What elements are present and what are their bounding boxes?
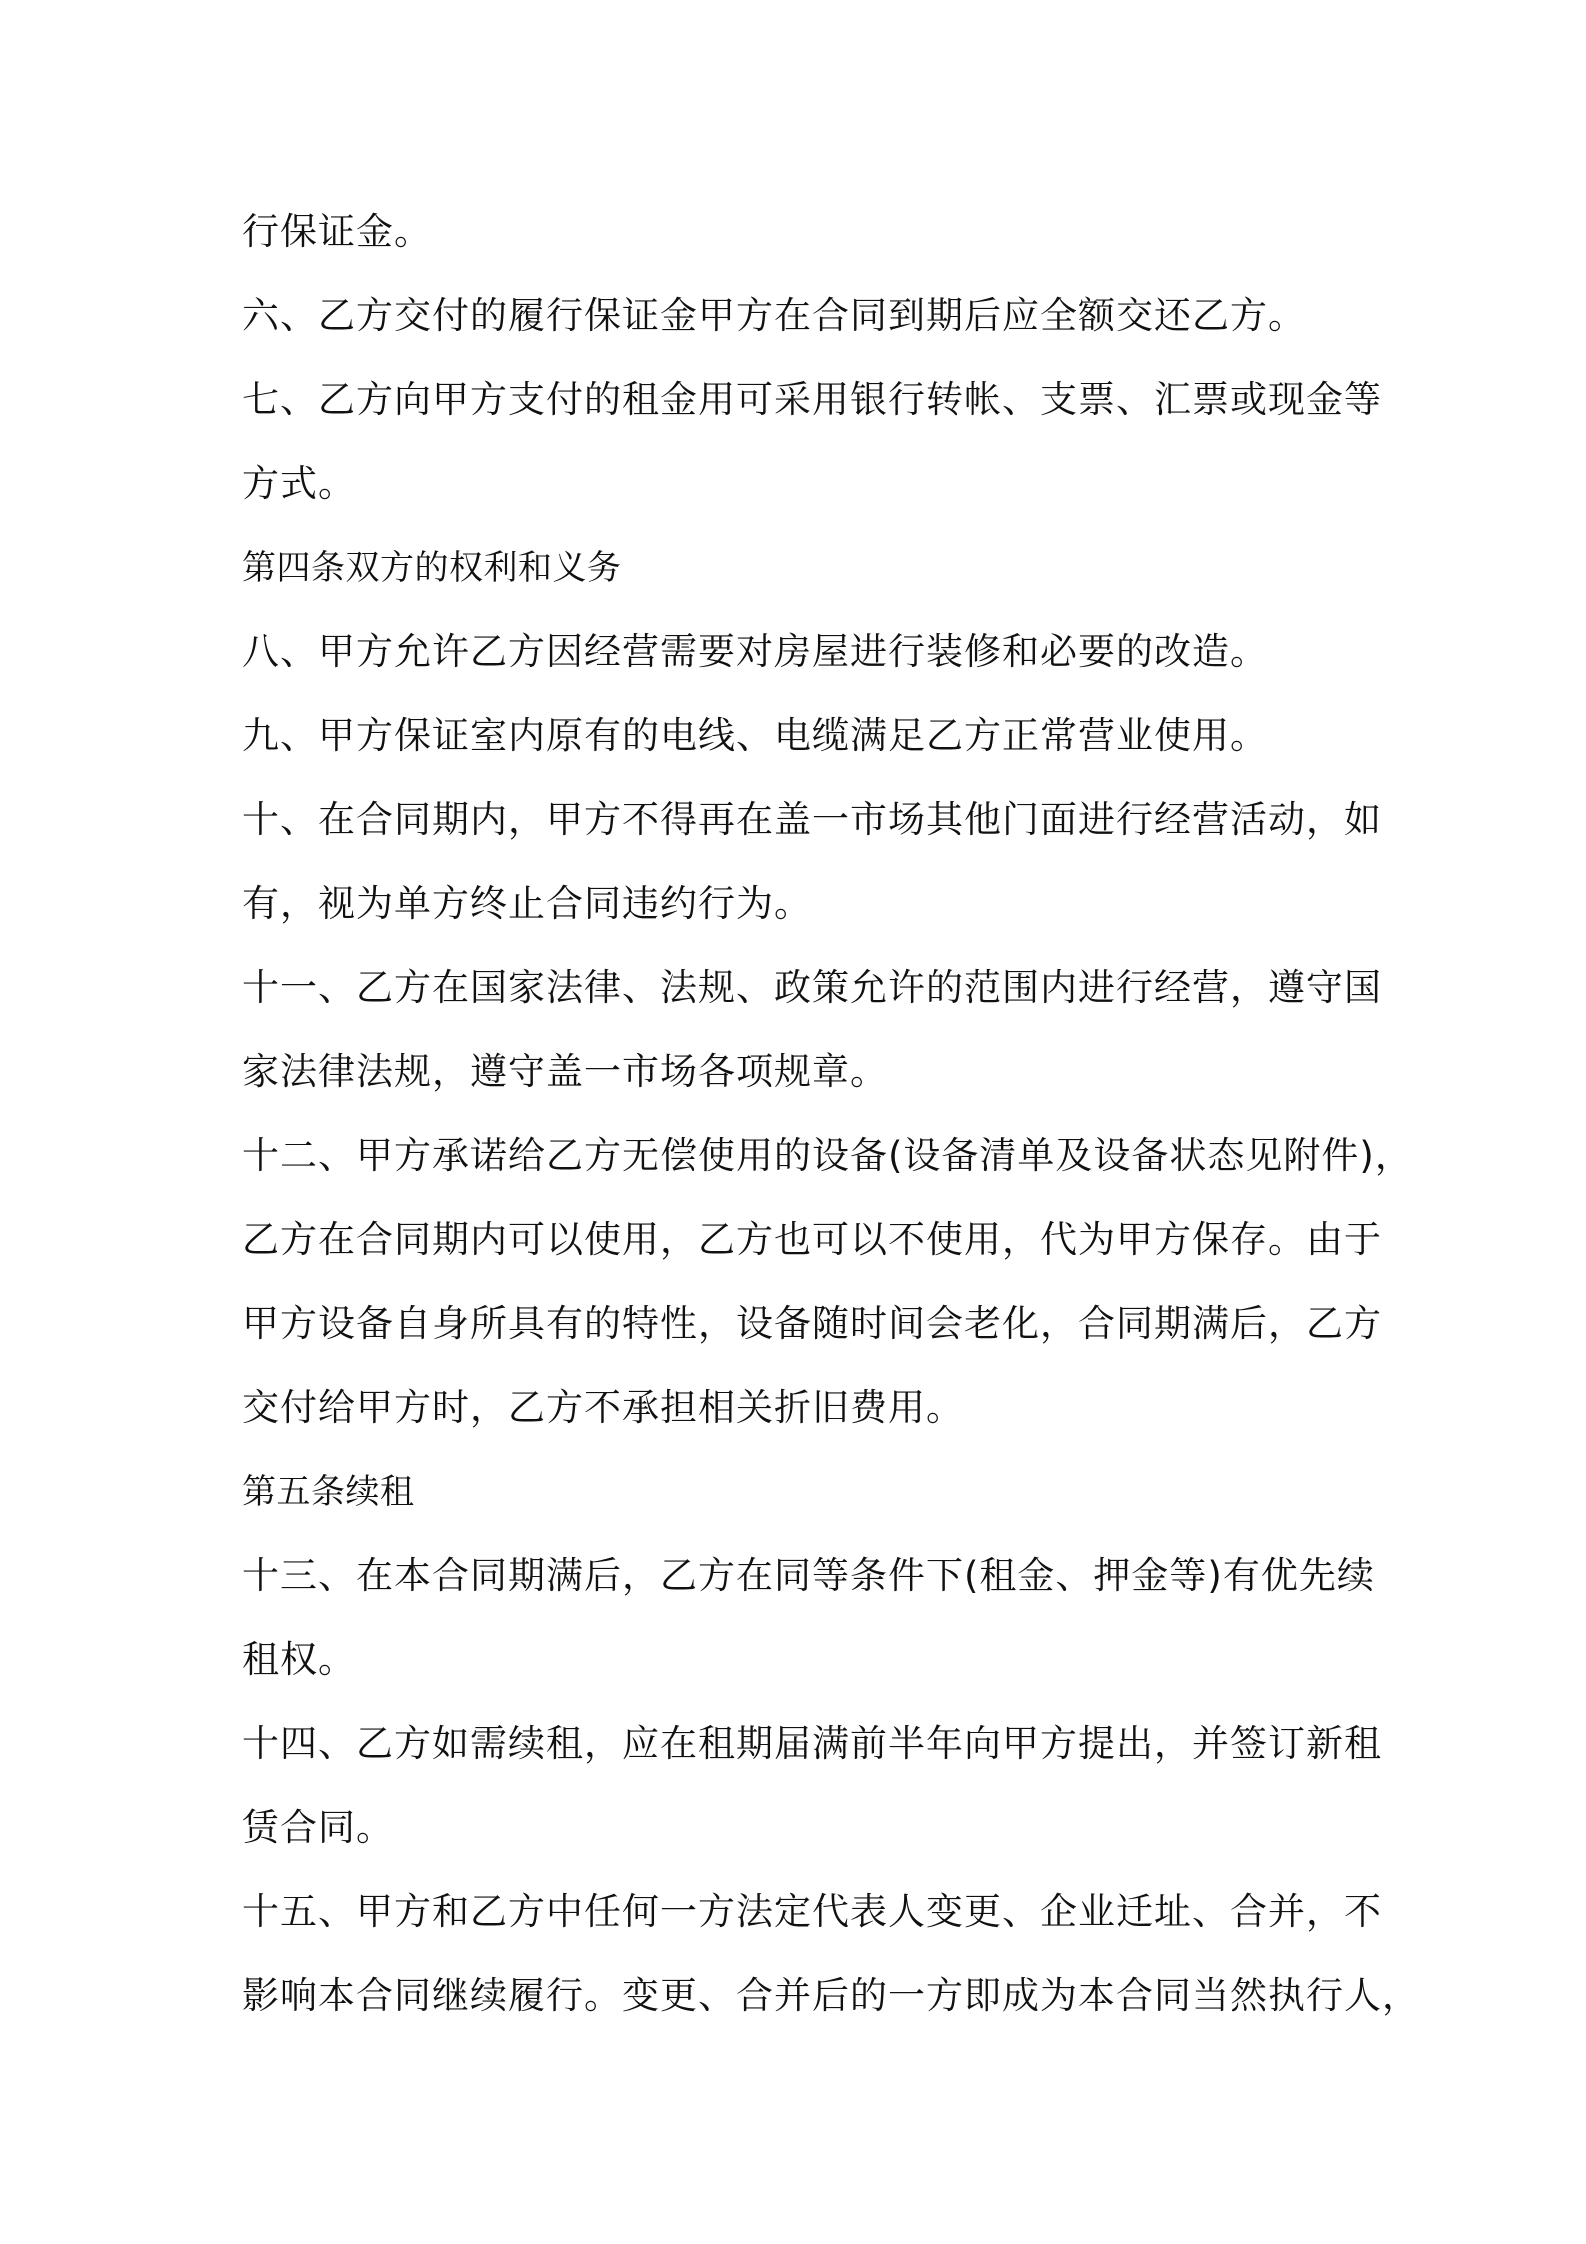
clause-11-continuation: 家法律法规，遵守盖一市场各项规章。 bbox=[242, 1050, 888, 1093]
text-line: 行保证金。 bbox=[242, 210, 432, 253]
clause-12-continuation: 乙方在合同期内可以使用，乙方也可以不使用，代为甲方保存。由于 bbox=[242, 1218, 1382, 1261]
clause-14-continuation: 赁合同。 bbox=[242, 1806, 394, 1849]
clause-15-line: 十五、甲方和乙方中任何一方法定代表人变更、企业迁址、合并，不 bbox=[242, 1890, 1382, 1933]
clause-12-line: 十二、甲方承诺给乙方无偿使用的设备(设备清单及设备状态见附件)， bbox=[242, 1134, 1413, 1177]
clause-12-continuation: 甲方设备自身所具有的特性，设备随时间会老化，合同期满后，乙方 bbox=[242, 1302, 1382, 1345]
clause-14-line: 十四、乙方如需续租，应在租期届满前半年向甲方提出，并签订新租 bbox=[242, 1722, 1382, 1765]
clause-12-continuation: 交付给甲方时，乙方不承担相关折旧费用。 bbox=[242, 1386, 964, 1429]
clause-13-line: 十三、在本合同期满后，乙方在同等条件下(租金、押金等)有优先续 bbox=[242, 1554, 1375, 1597]
clause-13-continuation: 租权。 bbox=[242, 1638, 356, 1681]
article-5-heading: 第五条续租 bbox=[242, 1472, 415, 1512]
article-4-heading: 第四条双方的权利和义务 bbox=[242, 548, 622, 588]
clause-9-line: 九、甲方保证室内原有的电线、电缆满足乙方正常营业使用。 bbox=[242, 714, 1268, 757]
clause-7-continuation: 方式。 bbox=[242, 462, 356, 505]
clause-6-line: 六、乙方交付的履行保证金甲方在合同到期后应全额交还乙方。 bbox=[242, 294, 1306, 337]
clause-10-continuation: 有，视为单方终止合同违约行为。 bbox=[242, 882, 812, 925]
clause-11-line: 十一、乙方在国家法律、法规、政策允许的范围内进行经营，遵守国 bbox=[242, 966, 1382, 1009]
clause-10-line: 十、在合同期内，甲方不得再在盖一市场其他门面进行经营活动，如 bbox=[242, 798, 1382, 841]
clause-7-line: 七、乙方向甲方支付的租金用可采用银行转帐、支票、汇票或现金等 bbox=[242, 378, 1382, 421]
clause-15-continuation: 影响本合同继续履行。变更、合并后的一方即成为本合同当然执行人， bbox=[242, 1974, 1420, 2017]
document-body bbox=[242, 190, 1420, 2038]
clause-8-line: 八、甲方允许乙方因经营需要对房屋进行装修和必要的改造。 bbox=[242, 630, 1268, 673]
